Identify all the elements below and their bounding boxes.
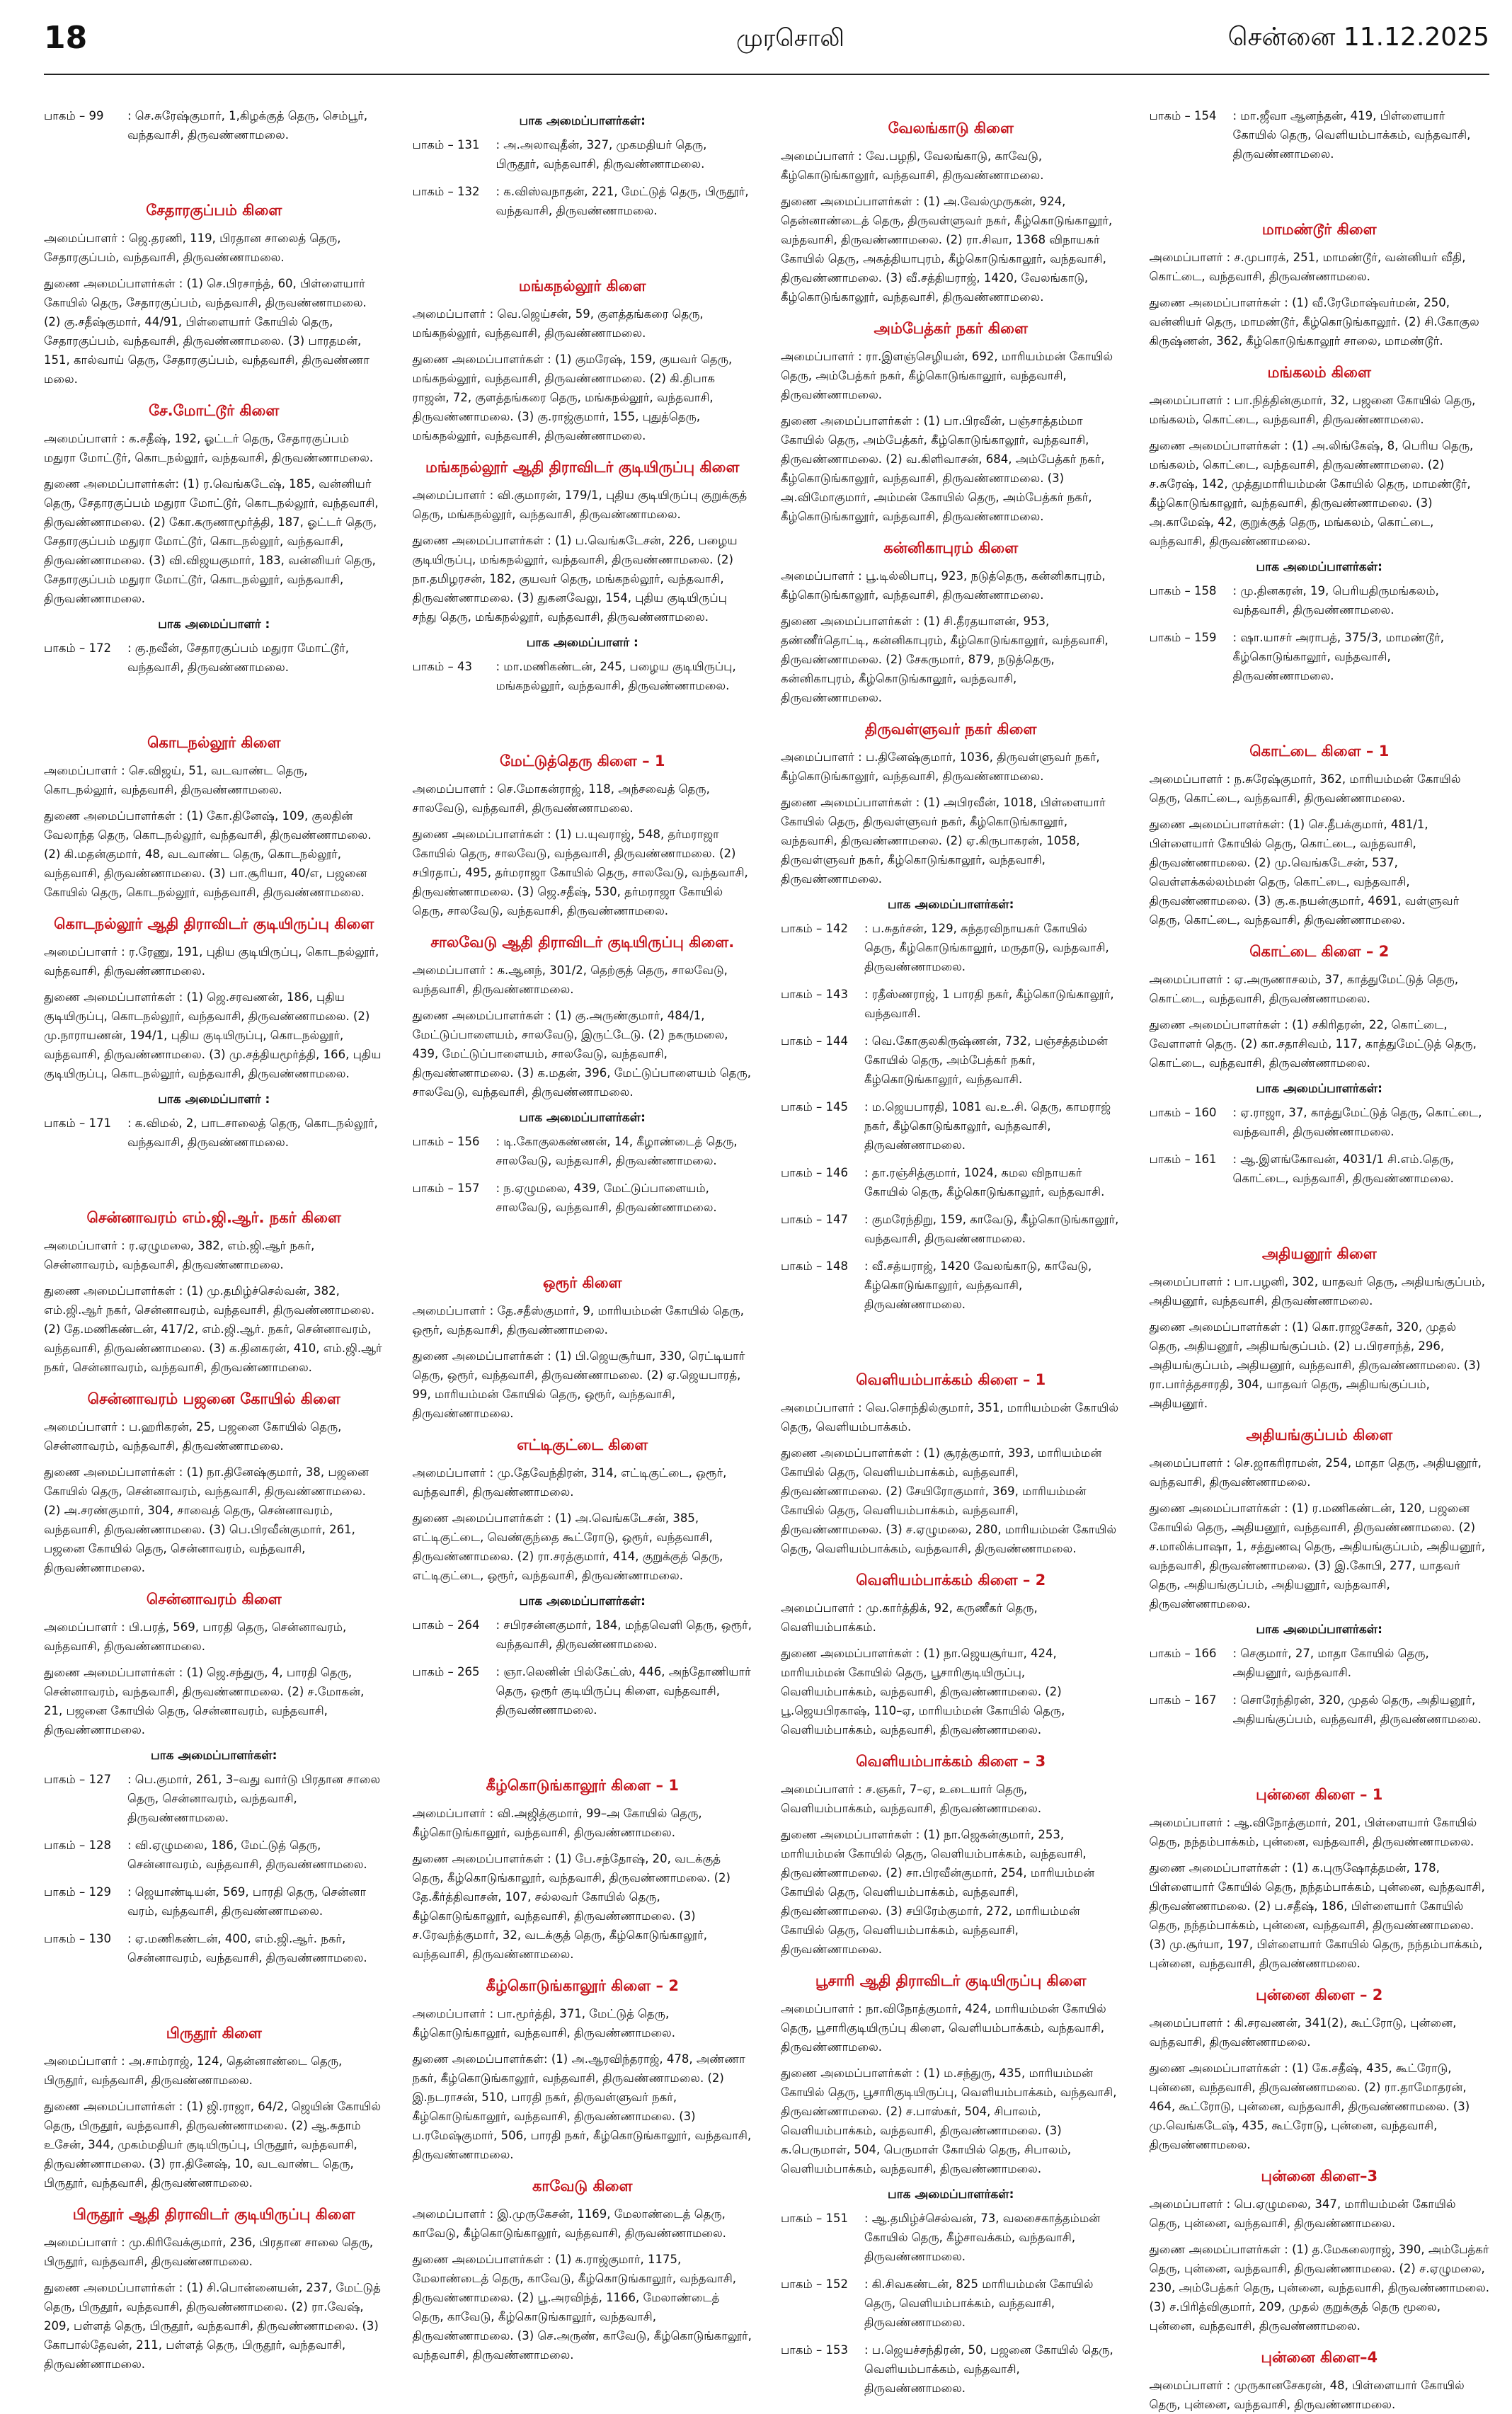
booth-row: [781, 1210, 1121, 1248]
office-bearer-entry: அமைப்பாளர் : பூ.டில்லிபாபு, 923, நடுத்தெரு, கன்னிகாபுரம், கீழ்கொடுங்காலூர், வந்தவாசி, திருவண்ணாமலை.: [781, 569, 1106, 602]
booth-number: பாகம் – 148: [781, 1259, 848, 1273]
branch-heading: திருவள்ளுவர் நகர் கிளை: [865, 721, 1037, 738]
office-bearer-entry: துணை அமைப்பாளர்கள் : (1) க.புருஷோத்தமன், 178, பிள்ளையார் கோயில் தெரு, நந்தம்பாக்கம், புன்னை, வந்தவாசி, திருவண்ணாமலை. (2) ப.சதீஷ், 186, பிள்ளையார் கோயில் தெரு, நந்தம்பாக்கம், புன்னை, வந்தவாசி, திருவண்ணாமலை. (3) மு.சூர்யா, 197, பிள்ளையார் கோயில் தெரு, நந்தம்பாக்கம், புன்னை, வந்தவாசி, திருவண்ணாமலை.: [1149, 1861, 1485, 1970]
office-bearer-entry: அமைப்பாளர் : ஜெ.தரணி, 119, பிரதான சாலைத் தெரு, சேதாரகுப்பம், வந்தவாசி, திருவண்ணாமலை.: [44, 231, 341, 264]
column-spacer: [413, 704, 753, 739]
office-bearer-entry: துணை அமைப்பாளர்கள் : (1) சி.பொன்னையன், 237, மேட்டுத் தெரு, பிருதூர், வந்தவாசி, திருவண்ணாமலை. (2) ரா.வேஷ், 209, பள்ளத் தெரு, பிருதூர், வந்தவாசி, திருவண்ணாமலை. (3) கோபால்தேவன், 211, பள்ளத் தெரு, பிருதூர், வந்தவாசி, திருவண்ணாமலை.: [44, 2281, 381, 2371]
branch-heading: அதியனூர் கிளை: [1261, 1245, 1377, 1262]
booth-row: [413, 1615, 753, 1654]
branch-heading: சேதாரகுப்பம் கிளை: [146, 202, 282, 219]
branch-heading: வெளியம்பாக்கம் கிளை – 2: [856, 1572, 1046, 1589]
booth-number: பாகம் – 160: [1149, 1106, 1217, 1119]
booth-number: பாகம் – 159: [1149, 631, 1217, 644]
booth-organizer: : ஜெயாண்டியன், 569, பாரதி தெரு, சென்னா வரம், வந்தவாசி, திருவண்ணாமலை.: [127, 1885, 367, 1918]
booth-organizer: : ஏ.ராஜா, 37, காத்துமேட்டுத் தெரு, கொட்டை, வந்தவாசி, திருவண்ணாமலை.: [1232, 1106, 1482, 1138]
column-spacer: [44, 1160, 384, 1196]
booth-number: பாகம் – 158: [1149, 584, 1217, 597]
booth-number: பாகம் – 142: [781, 922, 848, 935]
office-bearer-entry: அமைப்பாளர் : வி.குமாரன், 179/1, புதிய குடியிருப்பு குறுக்குத் தெரு, மங்கநல்லூர், வந்தவாசி, திருவண்ணாமலை.: [412, 488, 748, 521]
office-bearer-entry: துணை அமைப்பாளர்கள் : (1) ஜெ.சந்துரு, 4, பாரதி தெரு, சென்னாவரம், வந்தவாசி, திருவண்ணாமலை. (2) ச.மோகன், 21, பஜனை கோயில் தெரு, சென்னாவரம், வந்தவாசி, திருவண்ணாமலை.: [44, 1666, 365, 1737]
office-bearer-entry: அமைப்பாளர் : வி.அஜித்குமார், 99–அ கோயில் தெரு, கீழ்கொடுங்காலூர், வந்தவாசி, திருவண்ணாமலை.: [412, 1807, 702, 1839]
office-bearer-entry: அமைப்பாளர் : ச.ஞகர், 7–ஏ, உடையார் தெரு, வெளியம்பாக்கம், வந்தவாசி, திருவண்ணாமலை.: [781, 1783, 1042, 1815]
office-bearer-entry: அமைப்பாளர் : வே.பழநி, வேலங்காடு, காவேடு, கீழ்கொடுங்காலூர், வந்தவாசி, திருவண்ணாமலை.: [781, 149, 1044, 182]
column-spacer: [413, 229, 753, 264]
column-spacer: [1150, 694, 1490, 729]
section-subheading: பாக அமைப்பாளர்கள்:: [888, 2187, 1014, 2202]
office-bearer-entry: அமைப்பாளர் : ப.தினேஷ்குமார், 1036, திருவள்ளுவர் நகர், கீழ்கொடுங்காலூர், வந்தவாசி, திருவண்ணாமலை.: [781, 750, 1100, 783]
branch-heading: வெளியம்பாக்கம் கிளை – 3: [856, 1753, 1046, 1770]
office-bearer-entry: துணை அமைப்பாளர்கள்: (1) ர.வெங்கடேஷ், 185, வன்னியர் தெரு, சேதாரகுப்பம் மதுரா மோட்டூர், கொடநல்லூர், வந்தவாசி, திருவண்ணாமலை. (2) கோ.கருணாமூர்த்தி, 187, ஓட்டர் தெரு, சேதாரகுப்பம் மதுரா மோட்டூர், கொடநல்லூர், வந்தவாசி, திருவண்ணாமலை. (3) வி.விஜயகுமார், 183, வன்னியர் தெரு, சேதாரகுப்பம் மதுரா மோட்டூர், கொடநல்லூர், வந்தவாசி, திருவண்ணாமலை.: [44, 477, 379, 605]
office-bearer-entry: துணை அமைப்பாளர்கள் : (1) க.ராஜ்குமார், 1175, மேலாண்டைத் தெரு, காவேடு, கீழ்கொடுங்காலூர், வந்தவாசி, திருவண்ணாமலை. (2) பூ.அரவிந்த், 1166, மேலாண்டைத் தெரு, காவேடு, கீழ்கொடுங்காலூர், வந்தவாசி, திருவண்ணாமலை. (3) செ.அருண், காவேடு, கீழ்கொடுங்காலூர், வந்தவாசி, திருவண்ணாமலை.: [412, 2253, 752, 2362]
booth-organizer: : தா.ரஞ்சித்குமார், 1024, கமல விநாயகர் கோயில் தெரு, கீழ்கொடுங்காலூர், வந்தவாசி.: [864, 1166, 1105, 1199]
office-bearer-entry: அமைப்பாளர் : ஏ.அருணாசலம், 37, காத்துமேட்டுத் தெரு, கொட்டை, வந்தவாசி, திருவண்ணாமலை.: [1149, 973, 1459, 1005]
booth-organizer: : ஏ.மணிகண்டன், 400, எம்.ஜி.ஆர். நகர், சென்னாவரம், வந்தவாசி, திருவண்ணாமலை.: [127, 1932, 367, 1964]
office-bearer-entry: துணை அமைப்பாளர்கள் : (1) நா.தினேஷ்குமார், 38, பஜனை கோயில் தெரு, சென்னாவரம், வந்தவாசி, திருவண்ணாமலை. (2) அ.சரண்குமார், 304, சாவைத் தெரு, சென்னாவரம், வந்தவாசி, திருவண்ணாமலை. (3) பெ.பிரவீன்குமார், 261, பஜனை கோயில் தெரு, சென்னாவரம், வந்தவாசி, திருவண்ணாமலை.: [44, 1465, 370, 1574]
office-bearer-entry: அமைப்பாளர் : செ.மோகன்ராஜ், 118, அந்சவைத் தெரு, சாலவேடு, வந்தவாசி, திருவண்ணாமலை.: [412, 782, 710, 815]
branch-heading: வேலங்காடு கிளை: [888, 120, 1014, 137]
branch-heading: கொடநல்லூர் கிளை: [147, 734, 281, 751]
office-bearer-entry: துணை அமைப்பாளர்கள் : (1) சூரத்குமார், 393, மாரியம்மன் கோயில் தெரு, வெளியம்பாக்கம், வந்தவாசி, திருவண்ணாமலை. (2) சேயிரோகுமார், 369, மாரியம்மன் கோயில் தெரு, வெளியம்பாக்கம், வந்தவாசி, திருவண்ணாமலை. (3) ச.ஏழுமலை, 280, மாரியம்மன் கோயில் தெரு, வெளியம்பாக்கம், வந்தவாசி, திருவண்ணாமலை.: [781, 1446, 1117, 1555]
booth-row: [413, 657, 753, 695]
branch-heading: புன்னை கிளை – 2: [1256, 1986, 1383, 2003]
office-bearer-entry: துணை அமைப்பாளர்கள் : (1) சகிரிதரன், 22, கொட்டை, வேளாளர் தெரு. (2) கா.சதாசிவம், 117, காத்துமேட்டுத் தெரு, கொட்டை, வந்தவாசி, திருவண்ணாமலை.: [1149, 1018, 1477, 1070]
booth-number: பாகம் – 144: [781, 1034, 848, 1048]
office-bearer-entry: அமைப்பாளர் : தே.சதீஸ்குமார், 9, மாரியம்மன் கோயில் தெரு, ஒரூர், வந்தவாசி, திருவண்ணாமலை.: [412, 1304, 744, 1337]
booth-number: பாகம் – 171: [44, 1116, 111, 1130]
section-subheading: பாக அமைப்பாளர் :: [526, 636, 638, 650]
office-bearer-entry: அமைப்பாளர் : ர.ரேணு, 191, புதிய குடியிருப்பு, கொடநல்லூர், வந்தவாசி, திருவண்ணாமலை.: [44, 945, 379, 978]
section-subheading: பாக அமைப்பாளர்கள்:: [1256, 560, 1382, 574]
booth-organizer: : ஷா.யாசர் அராபத், 375/3, மாமண்டூர், கீழ்கொடுங்காலூர், வந்தவாசி, திருவண்ணாமலை.: [1232, 631, 1445, 682]
office-bearer-entry: துணை அமைப்பாளர்கள் : (1) கே.சதீஷ், 435, கூட்ரோடு, புன்னை, வந்தவாசி, திருவண்ணாமலை. (2) ரா.தாமோதரன், 464, கூட்ரோடு, புன்னை, வந்தவாசி, திருவண்ணாமலை. (3) மு.வெங்கடேஷ், 435, கூட்ரோடு, புன்னை, வந்தவாசி, திருவண்ணாமலை.: [1149, 2061, 1470, 2151]
booth-row: [781, 919, 1121, 976]
office-bearer-entry: துணை அமைப்பாளர்கள் : (1) கோ.தினேஷ், 109, குலதின் வேலாந்த தெரு, கொடநல்லூர், வந்தவாசி, திருவண்ணாமலை. (2) கி.மதன்குமார், 48, வடவாண்ட தெரு, கொடநல்லூர், வந்தவாசி, திருவண்ணாமலை. (3) பா.சூரியா, 40/எ, பஜனை கோயில் தெரு, கொடநல்லூர், வந்தவாசி, திருவண்ணாமலை.: [44, 809, 372, 899]
column-spacer: [1150, 1737, 1490, 1773]
booth-row: [1150, 1644, 1490, 1682]
booth-number: பாகம் – 145: [781, 1100, 848, 1114]
booth-organizer: : ஆ.தமிழ்ச்செல்வன், 73, வலசைகாத்தம்மன் கோயில் தெரு, கீழ்சாவக்கம், வந்தவாசி, திருவண்ணாமலை.: [864, 2212, 1101, 2263]
booth-row: [44, 106, 384, 144]
branch-heading: ஒரூர் கிளை: [542, 1274, 622, 1291]
column-spacer: [1150, 1196, 1490, 1232]
office-bearer-entry: அமைப்பாளர் : பா.பழனி, 302, யாதவர் தெரு, அதியங்குப்பம், அதியனூர், வந்தவாசி, திருவண்ணாமலை.: [1149, 1275, 1486, 1308]
column-spacer: [44, 685, 384, 721]
office-bearer-entry: துணை அமைப்பாளர்கள் : (1) செ.பிரசாந்த், 60, பிள்ளையார் கோயில் தெரு, சேதாரகுப்பம், வந்தவாசி, திருவண்ணாமலை. (2) கு.சதீஷ்குமார், 44/91, பிள்ளையார் கோயில் தெரு, சேதாரகுப்பம், வந்தவாசி, திருவண்ணாமலை. (3) பாரதமன், 151, கால்வாய் தெரு, சேதாரகுப்பம், வந்தவாசி, திருவண்ணா மலை.: [44, 277, 370, 386]
booth-organizer: : வி.ஏழுமலை, 186, மேட்டுத் தெரு, சென்னாவரம், வந்தவாசி, திருவண்ணாமலை.: [127, 1838, 367, 1871]
section-subheading: பாக அமைப்பாளர்கள்:: [1256, 1623, 1382, 1637]
office-bearer-entry: அமைப்பாளர் : கி.சரவணன், 341(2), கூட்ரோடு, புன்னை, வந்தவாசி, திருவண்ணாமலை.: [1149, 2016, 1457, 2049]
column-spacer: [781, 1322, 1121, 1358]
booth-row: [781, 1097, 1121, 1155]
branch-heading: புன்னை கிளை–3: [1261, 2168, 1378, 2185]
branch-heading: கொடநல்லூர் ஆதி திராவிடர் குடியிருப்பு கிளை: [54, 915, 374, 932]
booth-number: பாகம் – 161: [1149, 1152, 1217, 1166]
booth-row: [1150, 106, 1490, 164]
booth-row: [44, 1114, 384, 1152]
booth-organizer: : ப.சுதர்சன், 129, சுந்தரவிநாயகர் கோயில் தெரு, கீழ்கொடுங்காலூர், மருதாடு, வந்தவாசி, திருவண்ணாமலை.: [864, 922, 1109, 973]
booth-number: பாகம் – 130: [44, 1932, 111, 1945]
office-bearer-entry: துணை அமைப்பாளர்கள் : (1) ப.வெங்கடேசன், 226, பழைய குடியிருப்பு, மங்கநல்லூர், வந்தவாசி, திருவண்ணாமலை. (2) நா.தமிழரசன், 182, குயவர் தெரு, மங்கநல்லூர், வந்தவாசி, திருவண்ணாமலை. (3) துகனவேலு, 154, புதிய குடியிருப்பு சந்து தெரு, மங்கநல்லூர், வந்தவாசி, திருவண்ணாமலை.: [412, 534, 738, 624]
booth-number: பாகம் – 132: [412, 185, 480, 198]
branch-heading: கொட்டை கிளை – 1: [1249, 743, 1390, 760]
booth-row: [413, 1132, 753, 1170]
office-bearer-entry: துணை அமைப்பாளர்கள் : (1) குமரேஷ், 159, குயவர் தெரு, மங்கநல்லூர், வந்தவாசி, திருவண்ணாமலை. (2) கி.திபாக ராஜன், 72, குளத்தங்கரை தெரு, மங்கநல்லூர், வந்தவாசி, திருவண்ணாமலை. (3) கு.ராஜ்குமார், 155, புதுத்தெரு, மங்கநல்லூர், வந்தவாசி, திருவண்ணாமலை.: [412, 353, 733, 442]
column-4: [1149, 106, 1490, 2411]
section-subheading: பாக அமைப்பாளர்கள்:: [151, 1749, 277, 1763]
booth-number: பாகம் – 153: [781, 2343, 848, 2357]
office-bearer-entry: துணை அமைப்பாளர்கள் : (1) நா.ஜெகன்குமார், 253, மாரியம்மன் கோயில் தெரு, வெளியம்பாக்கம், வந்தவாசி, திருவண்ணாமலை. (2) சா.பிரவீன்குமார், 254, மாரியம்மன் கோயில் தெரு, வெளியம்பாக்கம், வந்தவாசி, திருவண்ணாமலை. (3) சபிரேம்குமார், 272, மாரியம்மன் கோயில் தெரு, வெளியம்பாக்கம், வந்தவாசி, திருவண்ணாமலை.: [781, 1828, 1095, 1956]
column-spacer: [413, 1728, 753, 1763]
booth-number: பாகம் – 143: [781, 988, 848, 1001]
branch-heading: பிருதூர் கிளை: [166, 2025, 262, 2042]
booth-row: [781, 2340, 1121, 2398]
office-bearer-entry: துணை அமைப்பாளர்கள் : (1) ஜி.ராஜா, 64/2, ஜெயின் கோயில் தெரு, பிருதூர், வந்தவாசி, திருவண்ணாமலை. (2) ஆ.சுதாம் உசேன், 344, முகம்மதியர் குடியிருப்பு, பிருதூர், வந்தவாசி, திருவண்ணாமலை. (3) ரா.தினேஷ், 10, வடவாண்ட தெரு, பிருதூர், வந்தவாசி, திருவண்ணாமலை.: [44, 2100, 382, 2190]
office-bearer-entry: அமைப்பாளர் : மு.தேவேந்திரன், 314, எட்டிகுட்டை, ஒரூர், வந்தவாசி, திருவண்ணாமலை.: [412, 1466, 727, 1499]
branch-heading: பிருதூர் ஆதி திராவிடர் குடியிருப்பு கிளை: [72, 2206, 355, 2223]
booth-number: பாகம் – 157: [412, 1182, 480, 1195]
office-bearer-entry: அமைப்பாளர் : ரா.இளஞ்செழியன், 692, மாரியம்மன் கோயில் தெரு, அம்பேத்கர் நகர், கீழ்கொடுங்காலூர், வந்தவாசி, திருவண்ணாமலை.: [781, 350, 1113, 401]
booth-row: [781, 2209, 1121, 2266]
column-spacer: [1150, 172, 1490, 207]
section-subheading: பாக அமைப்பாளர் :: [158, 617, 270, 631]
booth-row: [44, 1882, 384, 1921]
branch-heading: எட்டிகுட்டை கிளை: [517, 1436, 648, 1453]
booth-row: [781, 985, 1121, 1023]
column-2: [412, 106, 753, 2362]
masthead: [0, 0, 1512, 106]
dateline: சென்னை 11.12.2025: [1227, 23, 1489, 52]
booth-organizer: : ப.ஜெயச்சந்திரன், 50, பஜனை கோயில் தெரு, வெளியம்பாக்கம், வந்தவாசி, திருவண்ணாமலை.: [864, 2343, 1113, 2395]
office-bearer-entry: அமைப்பாளர் : பா.நித்தின்குமார், 32, பஜனை கோயில் தெரு, மங்கலம், கொட்டை, வந்தவாசி, திருவண்ணாமலை.: [1149, 394, 1476, 426]
branch-heading: மங்கநல்லூர் ஆதி திராவிடர் குடியிருப்பு கிளை: [425, 459, 740, 476]
booth-row: [413, 1662, 753, 1720]
branch-heading: புன்னை கிளை–4: [1261, 2349, 1378, 2366]
booth-organizer: : அ.அலாவுதீன், 327, முகமதியர் தெரு, பிருதூர், வந்தவாசி, திருவண்ணாமலை.: [496, 138, 707, 171]
branch-heading: சென்னாவரம் பஜனை கோயில் கிளை: [87, 1390, 340, 1407]
booth-row: [781, 1257, 1121, 1314]
branch-heading: காவேடு கிளை: [532, 2178, 633, 2195]
office-bearer-entry: துணை அமைப்பாளர்கள் : (1) பே.சந்தோஷ், 20, வடக்குத் தெரு, கீழ்கொடுங்காலூர், வந்தவாசி, திருவண்ணாமலை. (2) தே.கீர்த்திவாசன், 107, சல்லவர் கோயில் தெரு, கீழ்கொடுங்காலூர், வந்தவாசி, திருவண்ணாமலை. (3) ச.ரேவந்த்குமார், 32, வடக்குத் தெரு, கீழ்கொடுங்காலூர், வந்தவாசி, திருவண்ணாமலை.: [412, 1852, 731, 1961]
office-bearer-entry: அமைப்பாளர் : ந.சுரேஷ்குமார், 362, மாரியம்மன் கோயில் தெரு, கொட்டை, வந்தவாசி, திருவண்ணாமலை.: [1149, 772, 1461, 805]
booth-organizer: : செகுமார், 27, மாதா கோயில் தெரு, அதியனூர், வந்தவாசி.: [1232, 1647, 1429, 1679]
office-bearer-entry: அமைப்பாளர் : ச.முபாரக், 251, மாமண்டூர், வன்னியர் வீதி, கொட்டை, வந்தவாசி, திருவண்ணாமலை.: [1149, 251, 1466, 283]
office-bearer-entry: துணை அமைப்பாளர்கள் : (1) அ.லிங்கேஷ், 8, பெரிய தெரு, மங்கலம், கொட்டை, வந்தவாசி, திருவண்ணாமலை. (2) ச.சுரேஷ், 142, முத்துமாரியம்மன் கோயில் தெரு, மாமண்டூர், கீழ்கொடுங்காலூர், வந்தவாசி, திருவண்ணாமலை. (3) அ.காமேஷ், 42, குறுக்குத் தெரு, மங்கலம், கொட்டை, வந்தவாசி, திருவண்ணாமலை.: [1149, 439, 1474, 548]
office-bearer-entry: துணை அமைப்பாளர்கள் : (1) மு.தமிழ்ச்செல்வன், 382, எம்.ஜி.ஆர் நகர், சென்னாவரம், வந்தவாசி, திருவண்ணாமலை. (2) தே.மணிகண்டன், 417/2, எம்.ஜி.ஆர். நகர், சென்னாவரம், வந்தவாசி, திருவண்ணாமலை. (3) க.தினகரன், 410, எம்.ஜி.ஆர் நகர், சென்னாவரம், வந்தவாசி, திருவண்ணாமலை.: [44, 1284, 382, 1374]
booth-row: [781, 2275, 1121, 2332]
branch-heading: மங்கநல்லூர் கிளை: [518, 278, 646, 294]
section-subheading: பாக அமைப்பாளர்கள்:: [519, 114, 646, 128]
booth-number: பாகம் – 99: [44, 109, 104, 122]
office-bearer-entry: துணை அமைப்பாளர்கள் : (1) வீ.ரேமோஷ்வர்மன், 250, வன்னியர் தெரு, மாமண்டூர், கீழ்கொடுங்காலூர். (2) சி.கோகுல கிருஷ்ணன், 362, கீழ்கொடுங்காலூர் சாலை, மாமண்டூர்.: [1149, 296, 1479, 348]
column-1: [44, 106, 384, 2371]
office-bearer-entry: துணை அமைப்பாளர்கள் : (1) பி.ஜெயசூர்யா, 330, ரெட்டியார் தெரு, ஒரூர், வந்தவாசி, திருவண்ணாமலை. (2) ஏ.ஜெயபாரத், 99, மாரியம்மன் கோயில் தெரு, ஒரூர், வந்தவாசி, திருவண்ணாமலை.: [412, 1349, 745, 1420]
booth-organizer: : மு.தினகரன், 19, பெரியதிருமங்கலம், வந்தவாசி, திருவண்ணாமலை.: [1232, 584, 1439, 617]
booth-row: [1150, 1150, 1490, 1188]
booth-organizer: : கி.சிவகண்டன், 825 மாரியம்மன் கோயில் தெரு, வெளியம்பாக்கம், வந்தவாசி, திருவண்ணாமலை.: [864, 2277, 1094, 2329]
booth-row: [781, 1031, 1121, 1089]
office-bearer-entry: அமைப்பாளர் : பி.பரத், 569, பாரதி தெரு, சென்னாவரம், வந்தவாசி, திருவண்ணாமலை.: [44, 1620, 347, 1653]
booth-row: [44, 639, 384, 677]
office-bearer-entry: அமைப்பாளர் : க.ஆனந், 301/2, தெற்குத் தெரு, சாலவேடு, வந்தவாசி, திருவண்ணாமலை.: [412, 963, 728, 996]
booth-number: பாகம் – 167: [1149, 1693, 1217, 1707]
office-bearer-entry: அமைப்பாளர் : ப.ஹரிகரன், 25, பஜனை கோயில் தெரு, சென்னாவரம், வந்தவாசி, திருவண்ணாமலை.: [44, 1420, 342, 1453]
column-spacer: [413, 1225, 753, 1261]
booth-row: [1150, 1103, 1490, 1141]
office-bearer-entry: துணை அமைப்பாளர்கள் : (1) கொ.ராஜசேகர், 320, முதல் தெரு, அதியனூர், அதியங்குப்பம். (2) ப.பிரசாந்த், 296, அதியங்குப்பம், அதியனூர், வந்தவாசி, திருவண்ணாமலை. (3) ரா.பார்த்தசாரதி, 304, யாதவர் தெரு, அதியங்குப்பம், அதியனூர்.: [1149, 1320, 1481, 1410]
booth-number: பாகம் – 147: [781, 1213, 848, 1226]
branch-heading: கன்னிகாபுரம் கிளை: [883, 539, 1019, 556]
branch-heading: சாலவேடு ஆதி திராவிடர் குடியிருப்பு கிளை.: [430, 934, 735, 951]
office-bearer-entry: அமைப்பாளர் : செ.ஜாகரிராமன், 254, மாதா தெரு, அதியனூர், வந்தவாசி, திருவண்ணாமலை.: [1149, 1456, 1482, 1489]
office-bearer-entry: துணை அமைப்பாளர்கள் : (1) சி.தீரதயாளன், 953, தண்ணீர்தொட்டி, கன்னிகாபுரம், கீழ்கொடுங்காலூர், வந்தவாசி, திருவண்ணாமலை. (2) சேகருமார், 879, நடுத்தெரு, கன்னிகாபுரம், கீழ்கொடுங்காலூர், வந்தவாசி, திருவண்ணாமலை.: [781, 614, 1109, 704]
branch-heading: மேட்டுத்தெரு கிளை – 1: [499, 753, 665, 770]
section-subheading: பாக அமைப்பாளர்கள்:: [888, 898, 1014, 912]
office-bearer-entry: அமைப்பாளர் : நா.விநோத்குமார், 424, மாரியம்மன் கோயில் தெரு, பூசாரிகுடியிருப்பு கிளை, வெளியம்பாக்கம், வந்தவாசி, திருவண்ணாமலை.: [781, 2002, 1106, 2054]
office-bearer-entry: துணை அமைப்பாளர்கள் : (1) த.மேகலைராஜ், 390, அம்பேத்கர் தெரு, புன்னை, வந்தவாசி, திருவண்ணாமலை. (2) ச.ஏழுமலை, 230, அம்பேத்கர் தெரு, புன்னை, வந்தவாசி, திருவண்ணாமலை. (3) ச.பிரித்விகுமார், 209, முதல் குறுக்குத் தெரு மூலை, புன்னை, வந்தவாசி, திருவண்ணாமலை.: [1149, 2243, 1490, 2333]
office-bearer-entry: துணை அமைப்பாளர்கள் : (1) ர.மணிகண்டன், 120, பஜனை கோயில் தெரு, அதியனூர், வந்தவாசி, திருவண்ணாமலை. (2) ச.மாலிக்பாஷா, 1, சத்துணவு தெரு, அதியங்குப்பம், அதியனூர், வந்தவாசி, திருவண்ணாமலை. (3) இ.கோபி, 277, யாதவர் தெரு, அதியங்குப்பம், அதியனூர், வந்தவாசி, திருவண்ணாமலை.: [1149, 1501, 1486, 1611]
office-bearer-entry: துணை அமைப்பாளர்கள் : (1) பா.பிரவீன், பஞ்சாத்தம்மா கோயில் தெரு, அம்பேத்கர், கீழ்கொடுங்காலூர், வந்தவாசி, திருவண்ணாமலை. (2) வ.கிளிவாசன், 684, அம்பேத்கர் நகர், கீழ்கொடுங்காலூர், வந்தவாசி, திருவண்ணாமலை. (3) அ.விமோகுமார், அம்மன் கோயில் தெரு, அம்பேத்கர் நகர், கீழ்கொடுங்காலூர், வந்தவாசி, திருவண்ணாமலை.: [781, 414, 1105, 523]
booth-number: பாகம் – 264: [412, 1618, 480, 1632]
booth-row: [44, 1770, 384, 1827]
section-subheading: பாக அமைப்பாளர்கள்:: [519, 1111, 646, 1125]
office-bearer-entry: துணை அமைப்பாளர்கள் : (1) அபிரவீன், 1018, பிள்ளையார் கோயில் தெரு, திருவள்ளுவர் நகர், கீழ்கொடுங்காலூர், வந்தவாசி, திருவண்ணாமலை. (2) ஏ.கிருபாகரன், 1058, திருவள்ளுவர் நகர், கீழ்கொடுங்காலூர், வந்தவாசி, திருவண்ணாமலை.: [781, 796, 1106, 886]
office-bearer-entry: துணை அமைப்பாளர்கள் : (1) ப.யுவராஜ், 548, தர்மராஜா கோயில் தெரு, சாலவேடு, வந்தவாசி, திருவண்ணாமலை. (2) சபிரதாப், 495, தர்மராஜா கோயில் தெரு, சாலவேடு, வந்தவாசி, திருவண்ணாமலை. (3) ஜெ.சதீஷ், 530, தர்மராஜா கோயில் தெரு, சாலவேடு, வந்தவாசி, திருவண்ணாமலை.: [412, 828, 748, 917]
branch-heading: புன்னை கிளை – 1: [1256, 1786, 1383, 1803]
office-bearer-entry: அமைப்பாளர் : இ.முருகேசன், 1169, மேலாண்டைத் தெரு, காவேடு, கீழ்கொடுங்காலூர், வந்தவாசி, திருவண்ணாமலை.: [412, 2207, 726, 2240]
office-bearer-entry: துணை அமைப்பாளர்கள் : (1) ஜெ.சரவணன், 186, புதிய குடியிருப்பு, கொடநல்லூர், வந்தவாசி, திருவண்ணாமலை. (2) மு.நாராயணன், 194/1, புதிய குடியிருப்பு, கொடநல்லூர், வந்தவாசி, திருவண்ணாமலை. (3) மு.சத்தியமூர்த்தி, 166, புதிய குடியிருப்பு, கொடநல்லூர், வந்தவாசி, திருவண்ணாமலை.: [44, 990, 382, 1080]
office-bearer-entry: துணை அமைப்பாளர்கள் : (1) கு.அருண்குமார், 484/1, மேட்டுப்பாளையம், சாலவேடு, இருட்டேடு. (2) நகருமலை, 439, மேட்டுப்பாளையம், சாலவேடு, வந்தவாசி, திருவண்ணாமலை. (3) க.மதன், 396, மேட்டுப்பாளையம் தெரு, சாலவேடு, வந்தவாசி, திருவண்ணாமலை.: [412, 1009, 752, 1099]
booth-organizer: : வீ.சத்யராஜ், 1420 வேலங்காடு, காவேடு, கீழ்கொடுங்காலூர், வந்தவாசி, திருவண்ணாமலை.: [864, 1259, 1092, 1311]
booth-row: [44, 1836, 384, 1874]
office-bearer-entry: அமைப்பாளர் : வெ.ஜெய்சன், 59, குளத்தங்கரை தெரு, மங்கநல்லூர், வந்தவாசி, திருவண்ணாமலை.: [412, 307, 704, 340]
booth-number: பாகம் – 172: [44, 641, 111, 655]
column-spacer: [44, 1976, 384, 2011]
columns-container: [44, 106, 1490, 2411]
office-bearer-entry: துணை அமைப்பாளர்கள்: (1) அ.ஆரவிந்தராஜ், 478, அண்ணா நகர், கீழ்கொடுங்காலூர், வந்தவாசி, திருவண்ணாமலை. (2) இ.நடராசன், 510, பாரதி நகர், திருவள்ளுவர் நகர், கீழ்கொடுங்காலூர், வந்தவாசி, திருவண்ணாமலை. (3) ப.ரமேஷ்குமார், 506, பாரதி நகர், கீழ்கொடுங்காலூர், வந்தவாசி, திருவண்ணாமலை.: [412, 2052, 752, 2161]
branch-heading: கீழ்கொடுங்காலூர் கிளை – 1: [486, 1777, 679, 1794]
booth-organizer: : க.விமல், 2, பாடசாலைத் தெரு, கொடநல்லூர், வந்தவாசி, திருவண்ணாமலை.: [127, 1116, 378, 1149]
branch-heading: சென்னாவரம் கிளை: [146, 1591, 282, 1608]
booth-organizer: : டி.கோகுலகண்ணன், 14, கீழாண்டைத் தெரு, சாலவேடு, வந்தவாசி, திருவண்ணாமலை.: [496, 1135, 738, 1167]
office-bearer-entry: அமைப்பாளர் : செ.விஜய், 51, வடவாண்ட தெரு, கொடநல்லூர், வந்தவாசி, திருவண்ணாமலை.: [44, 764, 308, 796]
booth-row: [1150, 628, 1490, 685]
office-bearer-entry: அமைப்பாளர் : ர.ஏழுமலை, 382, எம்.ஜி.ஆர் நகர், சென்னாவரம், வந்தவாசி, திருவண்ணாமலை.: [44, 1239, 315, 1271]
branch-heading: அதியங்குப்பம் கிளை: [1246, 1426, 1393, 1443]
page-number: 18: [44, 20, 88, 56]
office-bearer-entry: அமைப்பாளர் : வெ.சொந்தில்குமார், 351, மாரியம்மன் கோயில் தெரு, வெளியம்பாக்கம்.: [781, 1401, 1119, 1434]
booth-row: [413, 135, 753, 173]
office-bearer-entry: துணை அமைப்பாளர்கள் : (1) அ.வேல்முருகன், 924, தென்னாண்டைத் தெரு, திருவள்ளுவர் நகர், கீழ்கொடுங்காலூர், வந்தவாசி, திருவண்ணாமலை. (2) ரா.சிவா, 1368 விநாயகர் கோயில் தெரு, அகத்தியாபுரம், கீழ்கொடுங்காலூர், வந்தவாசி, திருவண்ணாமலை. (3) வீ.சத்தியராஜ், 1420, வேலங்காடு, கீழ்கொடுங்காலூர், வந்தவாசி, திருவண்ணாமலை.: [781, 195, 1113, 304]
office-bearer-entry: அமைப்பாளர் : மு.கிரிவேக்குமார், 236, பிரதான சாலை தெரு, பிருதூர், வந்தவாசி, திருவண்ணாமலை.: [44, 2236, 374, 2268]
booth-organizer: : சொரேந்திரன், 320, முதல் தெரு, அதியனூர், அதியங்குப்பம், வந்தவாசி, திருவண்ணாமலை.: [1232, 1693, 1482, 1726]
section-subheading: பாக அமைப்பாளர் :: [158, 1092, 270, 1106]
branch-heading: கீழ்கொடுங்காலூர் கிளை – 2: [486, 1977, 679, 1994]
booth-organizer: : க.விஸ்வநாதன், 221, மேட்டுத் தெரு, பிருதூர், வந்தவாசி, திருவண்ணாமலை.: [496, 185, 749, 217]
branch-heading: வெளியம்பாக்கம் கிளை – 1: [856, 1371, 1046, 1388]
booth-organizer: : ரதீஸ்ணராஜ், 1 பாரதி நகர், கீழ்கொடுங்காலூர், வந்தவாசி.: [864, 988, 1114, 1020]
header-rule: [44, 74, 1489, 75]
booth-row: [413, 182, 753, 220]
booth-number: பாகம் – 131: [412, 138, 480, 151]
branch-heading: சென்னாவரம் எம்.ஜி.ஆர். நகர் கிளை: [86, 1209, 341, 1226]
office-bearer-entry: அமைப்பாளர் : பெ.ஏழுமலை, 347, மாரியம்மன் கோயில் தெரு, புன்னை, வந்தவாசி, திருவண்ணாமலை.: [1149, 2197, 1456, 2230]
office-bearer-entry: அமைப்பாளர் : மு.கார்த்திக், 92, கருணீகர் தெரு, வெளியம்பாக்கம்.: [781, 1601, 1038, 1634]
booth-row: [413, 1179, 753, 1217]
branch-heading: பூசாரி ஆதி திராவிடர் குடியிருப்பு கிளை: [815, 1972, 1087, 1989]
booth-number: பாகம் – 154: [1149, 109, 1217, 122]
booth-number: பாகம் – 152: [781, 2277, 848, 2291]
booth-number: பாகம் – 146: [781, 1166, 848, 1179]
column-3: [781, 106, 1121, 2395]
booth-number: பாகம் – 43: [412, 660, 472, 673]
booth-number: பாகம் – 156: [412, 1135, 480, 1148]
booth-row: [44, 1929, 384, 1967]
booth-organizer: : குமரேந்திறு, 159, காவேடு, கீழ்கொடுங்காலூர், வந்தவாசி, திருவண்ணாமலை.: [864, 1213, 1119, 1245]
office-bearer-entry: அமைப்பாளர் : பா.மூர்த்தி, 371, மேட்டுத் தெரு, கீழ்கொடுங்காலூர், வந்தவாசி, திருவண்ணாமலை.: [412, 2007, 675, 2040]
branch-heading: சே.மோட்டூர் கிளை: [149, 402, 280, 419]
branch-heading: அம்பேத்கர் நகர் கிளை: [874, 320, 1028, 337]
booth-organizer: : கு.நவீன், சேதாரகுப்பம் மதுரா மோட்டூர், வந்தவாசி, திருவண்ணாமலை.: [127, 641, 349, 674]
booth-organizer: : ஞா.லெனின் பில்கேட்ஸ், 446, அந்தோணியார் தெரு, ஒரூர் குடியிருப்பு கிளை, வந்தவாசி, திருவண்ணாமலை.: [496, 1665, 751, 1717]
office-bearer-entry: துணை அமைப்பாளர்கள் : (1) நா.ஜெயசூர்யா, 424, மாரியம்மன் கோயில் தெரு, பூசாரிகுடியிருப்பு, வெளியம்பாக்கம், வந்தவாசி, திருவண்ணாமலை. (2) பூ.ஜெயபிரகாஷ், 110–ஏ, மாரியம்மன் கோயில் தெரு, வெளியம்பாக்கம், வந்தவாசி, திருவண்ணாமலை.: [781, 1647, 1065, 1737]
booth-number: பாகம் – 129: [44, 1885, 111, 1899]
booth-row: [1150, 1691, 1490, 1729]
office-bearer-entry: அமைப்பாளர் : அ.சாம்ராஜ், 124, தென்னாண்டை தெரு, பிருதூர், வந்தவாசி, திருவண்ணாமலை.: [44, 2054, 343, 2087]
booth-organizer: : சபிரசன்னகுமார், 184, மந்தவெளி தெரு, ஒரூர், வந்தவாசி, திருவண்ணாமலை.: [496, 1618, 752, 1651]
booth-number: பாகம் – 166: [1149, 1647, 1217, 1660]
section-subheading: பாக அமைப்பாளர்கள்:: [1256, 1082, 1382, 1096]
office-bearer-entry: துணை அமைப்பாளர்கள் : (1) ம.சந்துரு, 435, மாரியம்மன் கோயில் தெரு, பூசாரிகுடியிருப்பு, வெளியம்பாக்கம், வந்தவாசி, திருவண்ணாமலை. (2) ச.பாஸ்கர், 504, சிபாலம், வெளியம்பாக்கம், வந்தவாசி, திருவண்ணாமலை. (3) க.பெருமாள், 504, பெருமாள் கோயில் தெரு, சிபாலம், வெளியம்பாக்கம், வந்தவாசி, திருவண்ணாமலை.: [781, 2066, 1117, 2175]
booth-organizer: : பெ.குமார், 261, 3–வது வார்டு பிரதான சாலை தெரு, சென்னாவரம், வந்தவாசி, திருவண்ணாமலை.: [127, 1773, 381, 1824]
branch-heading: மாமண்டூர் கிளை: [1261, 221, 1377, 238]
office-bearer-entry: அமைப்பாளர் : க.சதீஷ், 192, ஓட்டர் தெரு, சேதாரகுப்பம் மதுரா மோட்டூர், கொடநல்லூர், வந்தவாசி, திருவண்ணாமலை.: [44, 432, 374, 464]
office-bearer-entry: அமைப்பாளர் : ஆ.விநோத்குமார், 201, பிள்ளையார் கோயில் தெரு, நந்தம்பாக்கம், புன்னை, வந்தவாசி, திருவண்ணாமலை.: [1149, 1816, 1477, 1848]
booth-number: பாகம் – 265: [412, 1665, 480, 1678]
office-bearer-entry: அமைப்பாளர் : முருகானசேகரன், 48, பிள்ளையார் கோயில் தெரு, புன்னை, வந்தவாசி, திருவண்ணாமலை.: [1149, 2379, 1465, 2411]
booth-number: பாகம் – 128: [44, 1838, 111, 1852]
section-subheading: பாக அமைப்பாளர்கள்:: [519, 1594, 646, 1608]
booth-number: பாகம் – 127: [44, 1773, 111, 1786]
branch-heading: மங்கலம் கிளை: [1267, 364, 1371, 381]
column-spacer: [44, 153, 384, 188]
booth-row: [1150, 581, 1490, 619]
booth-organizer: : ம.ஜெயபாரதி, 1081 வ.உ.சி. தெரு, காமராஜ் நகர், கீழ்கொடுங்காலூர், வந்தவாசி, திருவண்ணாமலை.: [864, 1100, 1111, 1152]
booth-organizer: : செ.சுரேஷ்குமார், 1,கிழக்குத் தெரு, செம்பூர், வந்தவாசி, திருவண்ணாமலை.: [127, 109, 368, 142]
booth-organizer: : ஆ.இளங்கோவன், 4031/1 சி.எம்.தெரு, கொட்டை, வந்தவாசி, திருவண்ணாமலை.: [1232, 1152, 1454, 1185]
branch-heading: கொட்டை கிளை – 2: [1249, 943, 1390, 960]
office-bearer-entry: துணை அமைப்பாளர்கள்: (1) செ.தீபக்குமார், 481/1, பிள்ளையார் கோயில் தெரு, கொட்டை, வந்தவாசி, திருவண்ணாமலை. (2) மு.வெங்கடேசன், 537, வெள்ளக்கல்லம்மன் தெரு, கொட்டை, வந்தவாசி, திருவண்ணாமலை. (3) கு.க.நயன்குமார், 4691, வள்ளுவர் தெரு, கொட்டை, வந்தவாசி, திருவண்ணாமலை.: [1149, 818, 1460, 927]
booth-organizer: : வெ.கோகுலகிருஷ்ணன், 732, பஞ்சத்தம்மன் கோயில் தெரு, அம்பேத்கர் நகர், கீழ்கொடுங்காலூர், வந்தவாசி.: [864, 1034, 1108, 1086]
booth-row: [781, 1163, 1121, 1201]
booth-number: பாகம் – 151: [781, 2212, 848, 2225]
newspaper-name: முரசொலி: [736, 24, 844, 52]
office-bearer-entry: துணை அமைப்பாளர்கள் : (1) அ.வெங்கடேசன், 385, எட்டிகுட்டை, வெண்குந்தை கூட்ரோடு, ஒரூர், வந்தவாசி, திருவண்ணாமலை. (2) ரா.சரத்குமார், 414, குறுக்குத் தெரு, எட்டிகுட்டை, ஒரூர், வந்தவாசி, திருவண்ணாமலை.: [412, 1511, 723, 1582]
booth-organizer: : மா.ஜீவா ஆனந்தன், 419, பிள்ளையார் கோயில் தெரு, வெளியம்பாக்கம், வந்தவாசி, திருவண்ணாமலை.: [1232, 109, 1471, 161]
booth-organizer: : மா.மணிகண்டன், 245, பழைய குடியிருப்பு, மங்கநல்லூர், வந்தவாசி, திருவண்ணாமலை.: [496, 660, 736, 692]
booth-organizer: : ந.ஏழுமலை, 439, மேட்டுப்பாளையம், சாலவேடு, வந்தவாசி, திருவண்ணாமலை.: [496, 1182, 717, 1214]
